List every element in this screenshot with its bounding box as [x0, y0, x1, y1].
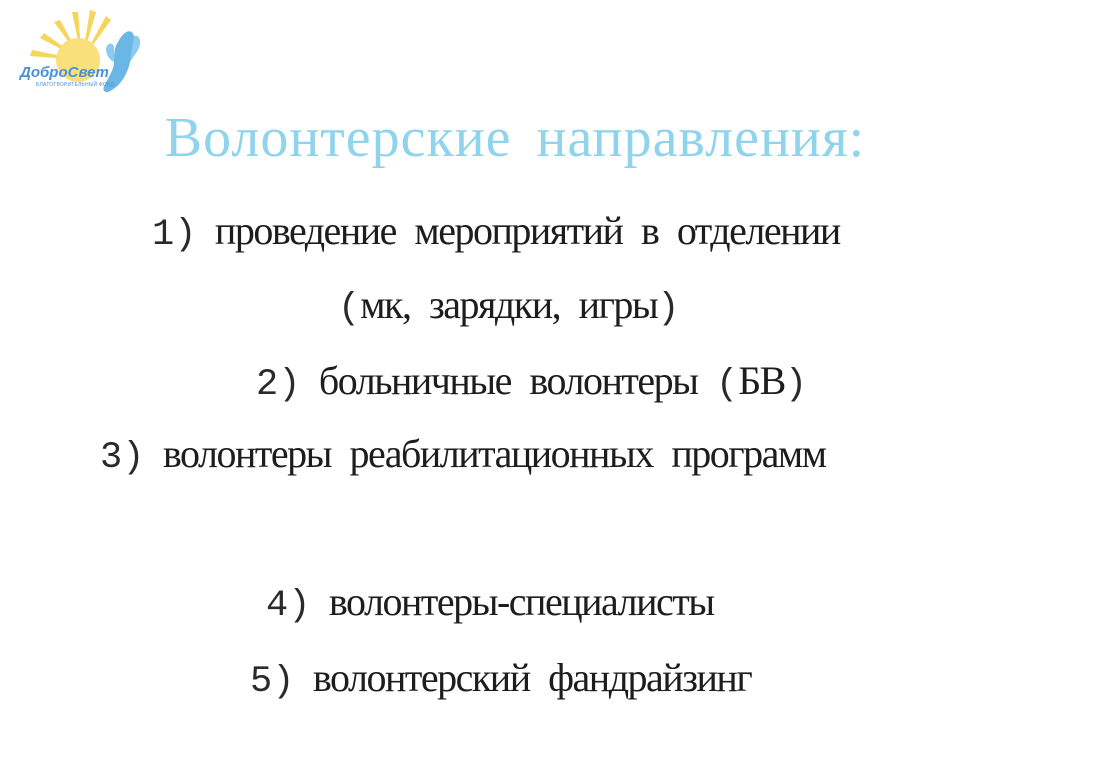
close-paren: ): [657, 288, 680, 330]
list-item-1-details: [338, 281, 680, 330]
list-item-number: 4): [266, 585, 311, 627]
logo-name: ДоброСвет: [20, 64, 109, 81]
dobrosvet-logo: [14, 8, 150, 100]
list-item-3: [100, 430, 826, 479]
list-item-number: 2): [256, 364, 301, 406]
logo-tagline: БЛАГОТВОРИТЕЛЬНЫЙ ФОНД: [36, 82, 115, 88]
list-item-text: проведение мероприятий в отделении: [214, 208, 840, 253]
list-item-suffix: БВ: [738, 358, 785, 403]
page-title: Волонтерские направления:: [164, 107, 866, 169]
list-item-text: волонтеры реабилитационных программ: [162, 431, 826, 476]
open-paren: (: [715, 364, 739, 406]
list-item-2: [256, 357, 807, 406]
list-item-number: 3): [100, 437, 145, 479]
list-item-1: [152, 207, 840, 256]
list-item-text: мк, зарядки, игры: [360, 282, 658, 327]
list-item-number: 5): [250, 661, 295, 703]
list-item-text: волонтеры-специалисты: [328, 579, 714, 624]
list-item-text: волонтерский фандрайзинг: [312, 655, 752, 700]
close-paren: ): [784, 364, 808, 406]
list-item-text: больничные волонтеры: [318, 358, 698, 403]
open-paren: (: [338, 288, 361, 330]
list-item-5: [250, 654, 751, 703]
list-item-number: 1): [152, 214, 197, 256]
list-item-4: [266, 578, 714, 627]
